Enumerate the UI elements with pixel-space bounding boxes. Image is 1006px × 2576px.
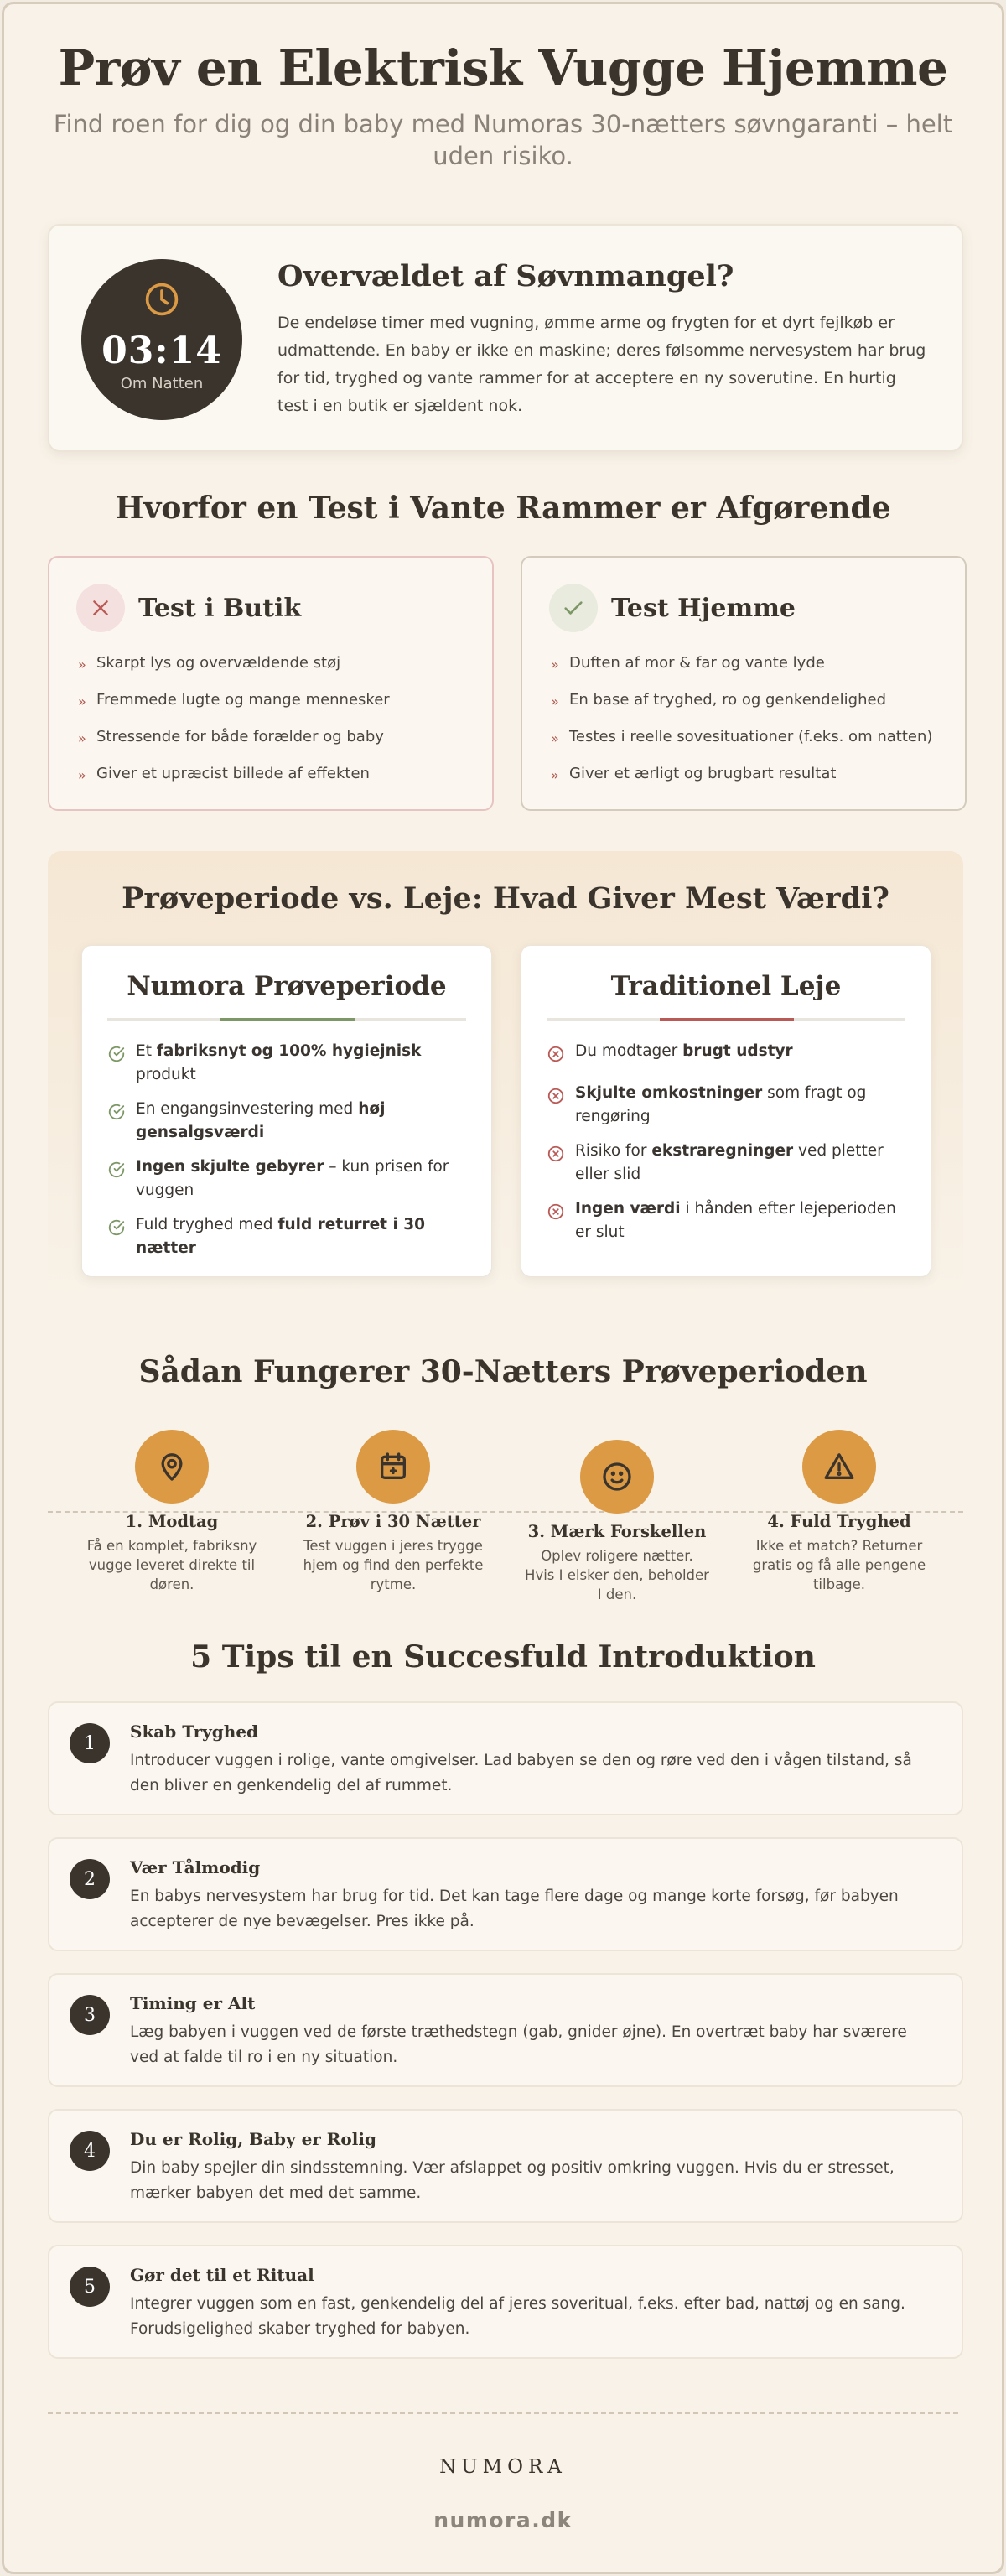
clock-time: 03:14 <box>101 330 222 372</box>
tip-title: Gør det til et Ritual <box>130 2265 314 2285</box>
step-title: 3. Mærk Forskellen <box>527 1522 707 1541</box>
problem-title: Overvældet af Søvnmangel? <box>277 259 734 293</box>
list-item: Ingen værdi i hånden efter lejeperioden er slut <box>547 1197 899 1244</box>
rental-title: Traditionel Leje <box>610 971 842 1001</box>
list-item: Et fabriksnyt og 100% hygiejnisk produkt <box>107 1040 459 1087</box>
value-section <box>48 851 963 1304</box>
x-circle-icon <box>547 1040 575 1071</box>
page-title: Prøv en Elektrisk Vugge Hjemme <box>58 39 948 96</box>
home-test-title: Test Hjemme <box>611 593 796 623</box>
tip-card <box>48 1701 963 1815</box>
website-link[interactable]: numora.dk <box>433 2508 573 2532</box>
calendar-icon <box>356 1430 430 1504</box>
why-title: Hvorfor en Test i Vante Rammer er Afgørende <box>115 491 891 526</box>
tip-card <box>48 1837 963 1951</box>
tips-title: 5 Tips til en Succesfuld Introduktion <box>190 1639 816 1675</box>
warning-icon <box>802 1430 876 1504</box>
tip-number: 5 <box>70 2267 110 2307</box>
home-test-list <box>549 645 965 792</box>
tip-title: Skab Tryghed <box>130 1722 259 1742</box>
tip-number: 1 <box>70 1723 110 1763</box>
tip-card <box>48 2109 963 2223</box>
steps-title: Sådan Fungerer 30-Nætters Prøveperioden <box>138 1354 868 1389</box>
tip-text: Din baby spejler din sindsstemning. Vær afslappet og positiv omkring vuggen. Hvis du er stresset, mærker babyen det med det samme. <box>130 2159 895 2202</box>
list-item: Risiko for ekstraregninger ved pletter eller slid <box>547 1140 899 1187</box>
page-subtitle: Find roen for dig og din baby med Numoras 30-nætters søvngaranti – helt uden risiko. <box>53 110 953 170</box>
list-item: » Stressende for både forælder og baby <box>76 719 492 756</box>
tip-text: Læg babyen i vuggen ved de første træthedstegn (gab, gnider øjne). En overtræt baby har sværere ved at falde til ro i en ny situation. <box>130 2023 907 2066</box>
list-item: » Skarpt lys og overvældende støj <box>76 645 492 682</box>
x-icon <box>76 584 125 632</box>
numora-trial-list <box>107 1040 459 1271</box>
tip-title: Timing er Alt <box>130 1993 256 2013</box>
divider <box>547 1018 905 1021</box>
divider <box>107 1018 466 1021</box>
x-circle-icon <box>547 1082 575 1129</box>
check-circle-icon <box>107 1098 136 1145</box>
store-test-list <box>76 645 492 792</box>
store-test-title: Test i Butik <box>138 593 302 623</box>
list-item: » Duften af mor & far og vante lyde <box>549 645 965 682</box>
clock-label: Om Natten <box>120 375 204 392</box>
step-title: 1. Modtag <box>125 1512 219 1531</box>
tip-card <box>48 1973 963 2087</box>
store-test-card <box>48 556 494 811</box>
step-text: Test vuggen i jeres trygge hjem og find den perfekte rytme. <box>303 1538 484 1592</box>
check-icon <box>549 584 598 632</box>
tip-title: Vær Tålmodig <box>130 1857 261 1877</box>
step-title: 2. Prøv i 30 Nætter <box>305 1512 481 1531</box>
tip-number: 4 <box>70 2131 110 2171</box>
check-circle-icon <box>107 1040 136 1087</box>
clock-icon <box>143 281 180 318</box>
tip-title: Du er Rolig, Baby er Rolig <box>130 2129 376 2149</box>
list-item: » Testes i reelle sovesituationer (f.eks. om natten) <box>549 719 965 756</box>
map-pin-icon <box>135 1430 209 1504</box>
brand-logo: NUMORA <box>439 2456 567 2478</box>
check-circle-icon <box>107 1213 136 1260</box>
value-title: Prøveperiode vs. Leje: Hvad Giver Mest Værdi? <box>122 881 889 916</box>
rental-card <box>521 945 931 1277</box>
problem-body: De endeløse timer med vugning, ømme arme og frygten for et dyrt fejlkøb er udmattende. En baby er ikke en maskine; deres følsomme nervesystem har brug for tid, tryghed og vante rammer for at acceptere en ny soverutine. En hurtig test i en butik er sjældent nok. <box>277 314 926 415</box>
x-circle-icon <box>547 1197 575 1244</box>
step-security <box>747 1430 931 1594</box>
numora-trial-card <box>81 945 492 1277</box>
tip-text: Introducer vuggen i rolige, vante omgivelser. Lad babyen se den og røre ved den i vågen tilstand, så den bliver en genkendelig del af rummet. <box>130 1752 912 1794</box>
rental-list <box>547 1040 899 1255</box>
hero <box>4 4 1002 172</box>
tip-text: En babys nervesystem har brug for tid. Det kan tage flere dage og mange korte forsøg, før babyen accepterer de nye bevægelser. Pres ikke på. <box>130 1888 899 1930</box>
list-item: Skjulte omkostninger som fragt og rengøring <box>547 1082 899 1129</box>
problem-card <box>48 224 963 452</box>
step-receive <box>80 1430 264 1594</box>
step-try <box>301 1430 485 1594</box>
step-title: 4. Fuld Tryghed <box>767 1512 911 1531</box>
tip-text: Integrer vuggen som en fast, genkendelig del af jeres soveritual, f.eks. efter bad, nattøj og en sang. Forudsigelighed skaber tryghed for babyen. <box>130 2295 905 2338</box>
home-test-card <box>521 556 967 811</box>
step-text: Få en komplet, fabriksny vugge leveret direkte til døren. <box>86 1538 257 1592</box>
list-item: Du modtager brugt udstyr <box>547 1040 899 1071</box>
night-clock <box>81 259 242 420</box>
list-item: Ingen skjulte gebyrer – kun prisen for vuggen <box>107 1156 459 1202</box>
list-item: Fuld tryghed med fuld returret i 30 nætter <box>107 1213 459 1260</box>
infographic-page <box>2 2 1004 2574</box>
step-text: Oplev roligere nætter. Hvis I elsker den, beholder I den. <box>525 1548 709 1602</box>
tip-card <box>48 2245 963 2359</box>
list-item: » Fremmede lugte og mange mennesker <box>76 682 492 719</box>
tip-number: 3 <box>70 1995 110 2035</box>
x-circle-icon <box>547 1140 575 1187</box>
list-item: En engangsinvestering med høj gensalgsværdi <box>107 1098 459 1145</box>
check-circle-icon <box>107 1156 136 1202</box>
smiley-icon <box>580 1440 654 1514</box>
list-item: » Giver et upræcist billede af effekten <box>76 756 492 792</box>
list-item: » En base af tryghed, ro og genkendelighed <box>549 682 965 719</box>
numora-trial-title: Numora Prøveperiode <box>127 971 447 1001</box>
list-item: » Giver et ærligt og brugbart resultat <box>549 756 965 792</box>
step-text: Ikke et match? Returner gratis og få alle pengene tilbage. <box>752 1538 926 1592</box>
tip-number: 2 <box>70 1859 110 1899</box>
step-feel <box>525 1440 709 1604</box>
footer-divider <box>48 2412 958 2414</box>
